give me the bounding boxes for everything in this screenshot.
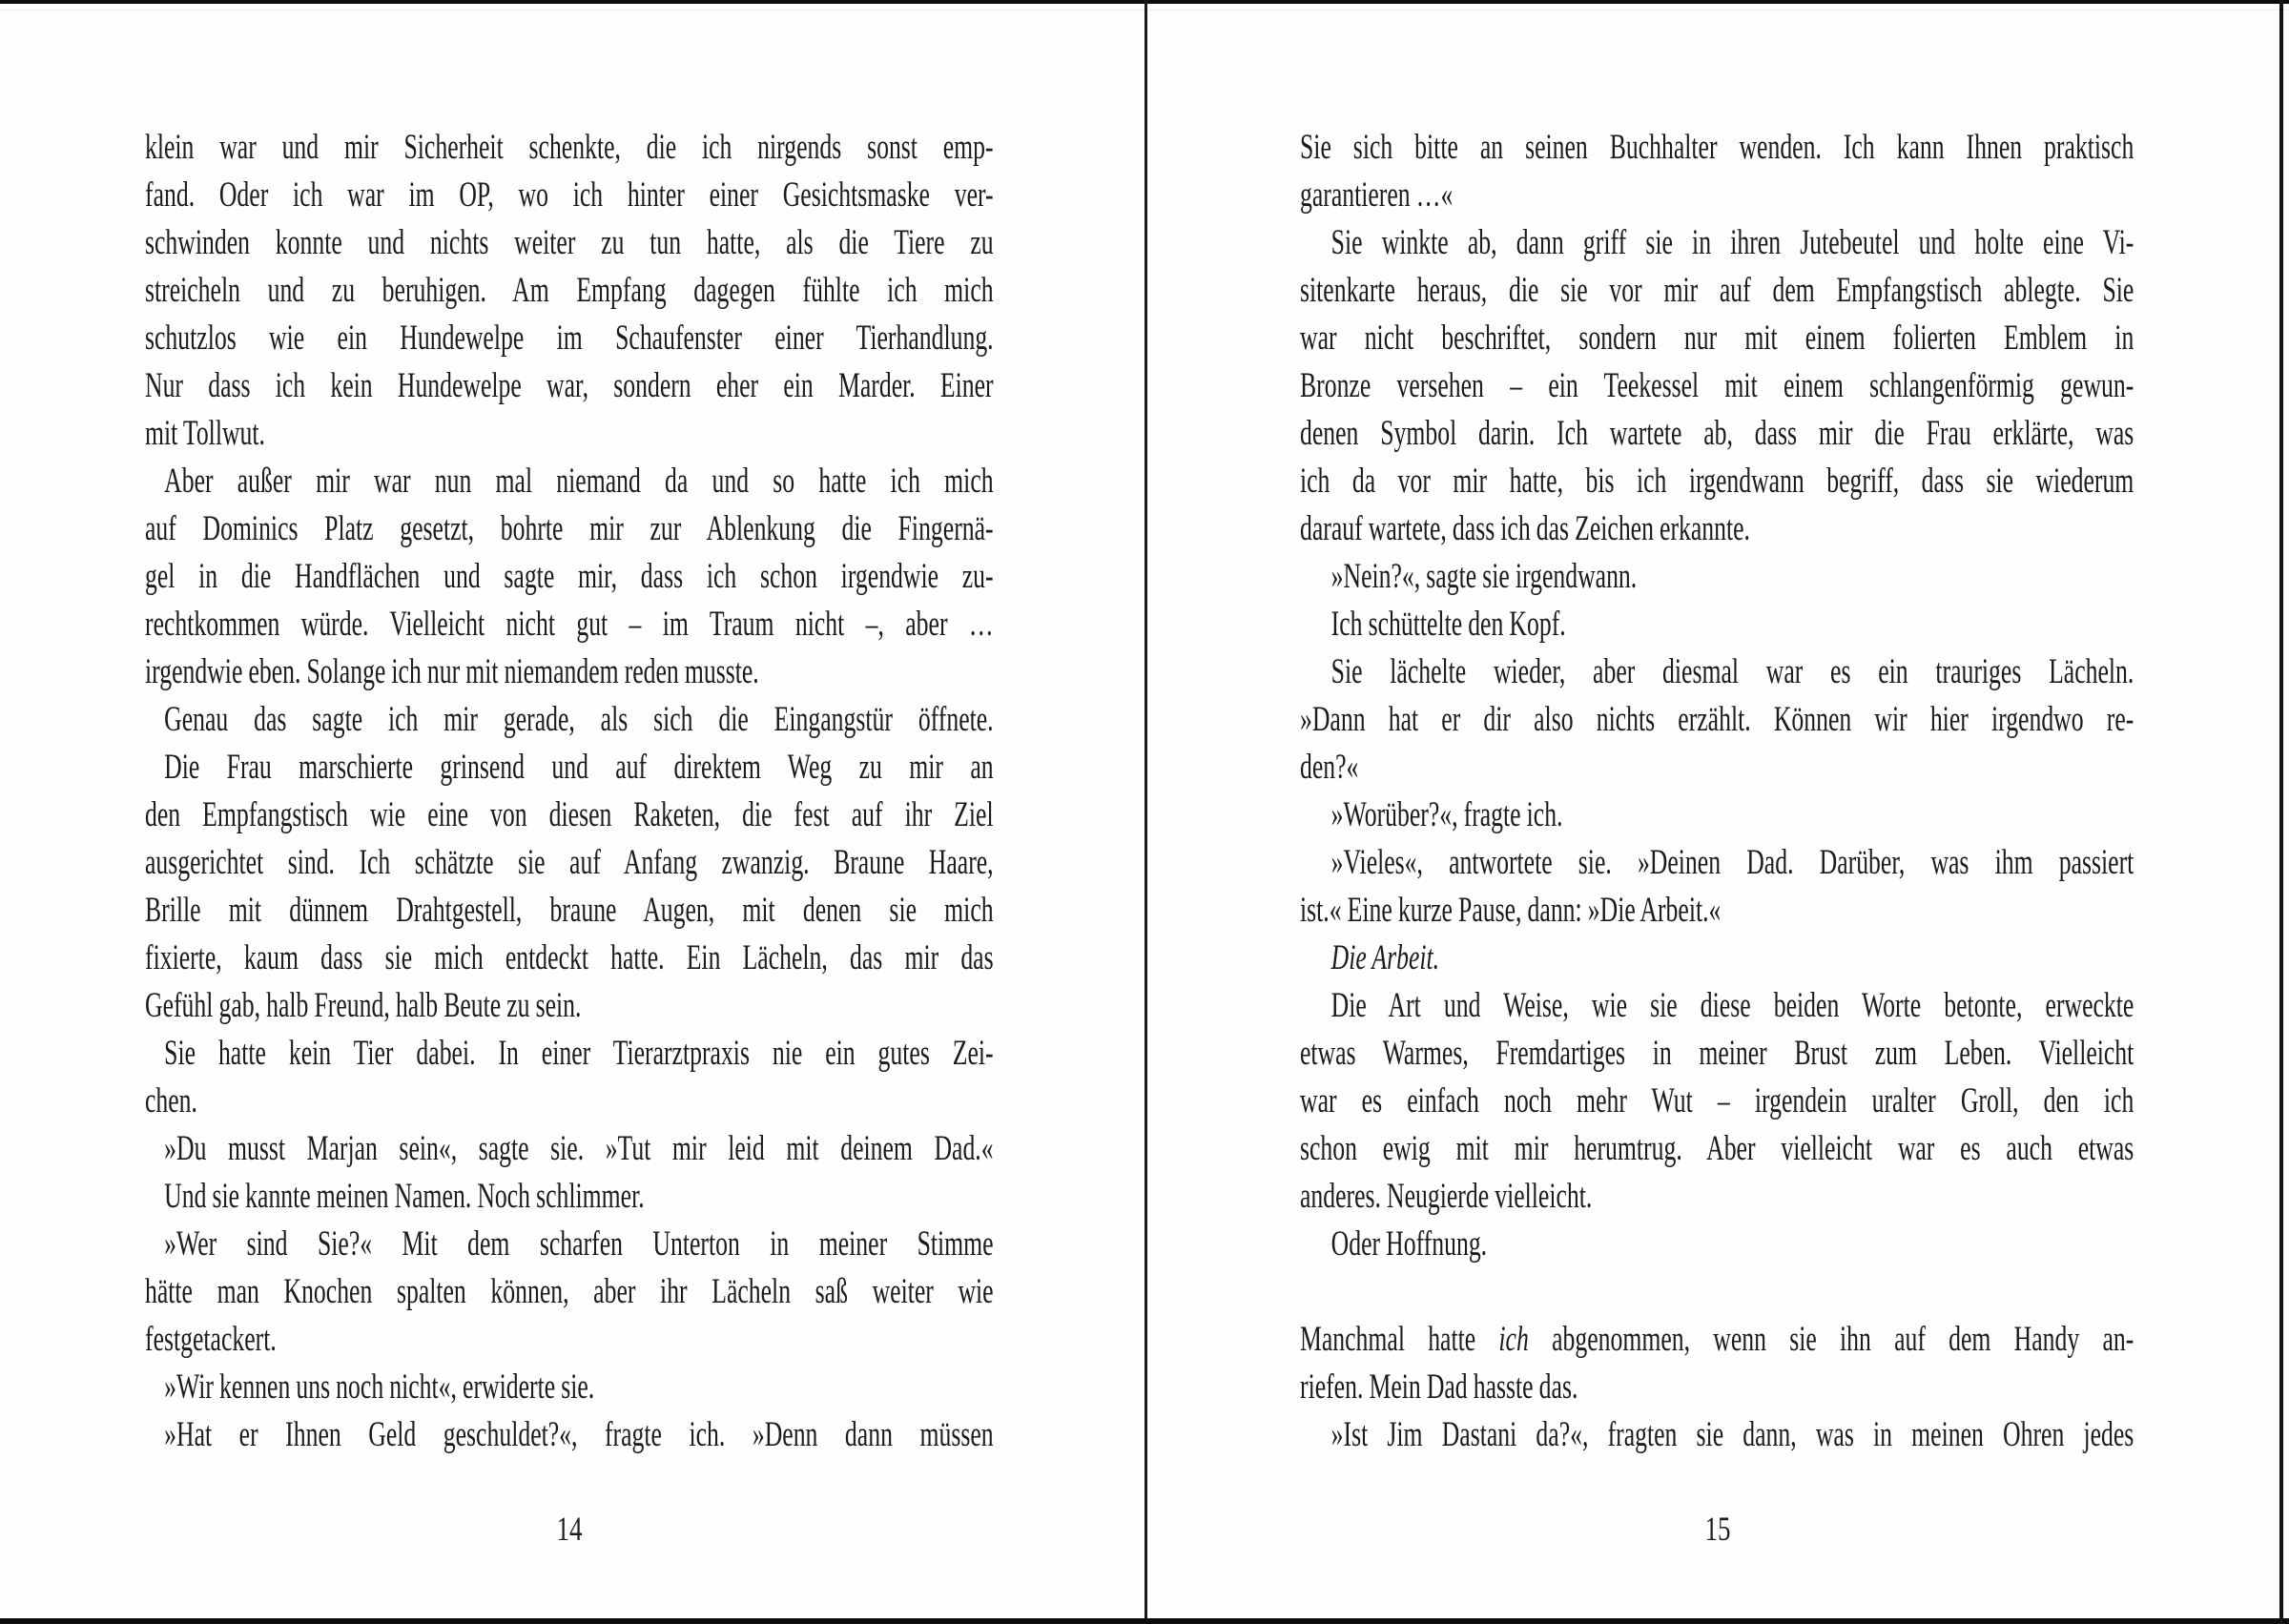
text-line: ausgerichtet sind. Ich schätzte sie auf Anfang zwanzig. Braune Haare, [145,843,994,882]
text-line: schon ewig mit mir herumtrug. Aber vielleicht war es auch etwas [1300,1129,2134,1168]
text-line: war nicht beschriftet, sondern nur mit einem folierten Emblem in [1300,319,2134,358]
page-number-label: 15 [1704,1510,1731,1548]
text-line: ist.« Eine kurze Pause, dann: »Die Arbeit.« [1300,891,1722,930]
text-line: Die Arbeit. [1330,938,1440,977]
text-line: »Ist Jim Dastani da?«, fragten sie dann, was in meinen Ohren jedes [1330,1415,2134,1454]
text-line: gel in die Handflächen und sagte mir, dass ich schon irgendwie zu- [145,557,994,596]
text-line: Brille mit dünnem Drahtgestell, braune Augen, mit denen sie mich [145,891,994,930]
text-line: etwas Warmes, Fremdartiges in meiner Brust zum Leben. Vielleicht [1300,1034,2134,1073]
text-line: Genau das sagte ich mir gerade, als sich die Eingangstür öffnete. [164,700,994,739]
text-line: fand. Oder ich war im OP, wo ich hinter einer Gesichtsmaske ver- [145,175,994,215]
text-line: rechtkommen würde. Vielleicht nicht gut – im Traum nicht –, aber … [145,605,994,644]
page-right-text-block [1300,124,2134,1459]
text-line: sitenkarte heraus, die sie vor mir auf dem Empfangstisch ablegte. Sie [1300,271,2134,310]
text-line: schwinden konnte und nichts weiter zu tun hatte, als die Tiere zu [145,223,994,262]
text-line: Die Frau marschierte grinsend und auf direktem Weg zu mir an [164,748,994,787]
text-line: Nur dass ich kein Hundewelpe war, sondern eher ein Marder. Einer [145,366,994,405]
text-line: streicheln und zu beruhigen. Am Empfang dagegen fühlte ich mich [145,271,994,310]
page-number-label: 14 [556,1510,583,1548]
text-line: »Dann hat er dir also nichts erzählt. Können wir hier irgendwo re- [1300,700,2134,739]
text-line: irgendwie eben. Solange ich nur mit niemandem reden musste. [145,652,759,691]
text-line: fixierte, kaum dass sie mich entdeckt hatte. Ein Lächeln, das mir das [145,938,994,977]
text-line: Und sie kannte meinen Namen. Noch schlimmer. [164,1177,645,1216]
book-page-right [1147,0,2289,1624]
text-line: festgetackert. [145,1320,277,1359]
text-line: riefen. Mein Dad hasste das. [1300,1367,1578,1407]
page-left-text-block [145,124,994,1459]
text-line: Ich schüttelte den Kopf. [1330,605,1566,644]
text-line: Gefühl gab, halb Freund, halb Beute zu sein. [145,986,582,1025]
text-line: denen Symbol darin. Ich wartete ab, dass mir die Frau erklärte, was [1300,414,2134,453]
scan-border-right [2279,0,2283,1624]
text-line: anderes. Neugierde vielleicht. [1300,1177,1593,1216]
text-line: »Vieles«, antwortete sie. »Deinen Dad. Darüber, was ihm passiert [1330,843,2134,882]
emphasized-text: ich [1498,1320,1529,1359]
text-line: »Hat er Ihnen Geld geschuldet?«, fragte ich. »Denn dann müssen [164,1415,994,1454]
text-line: ich da vor mir hatte, bis ich irgendwann begriff, dass sie wiederum [1300,462,2134,501]
text-line: garantieren …« [1300,175,1454,215]
text-line: Oder Hoffnung. [1330,1224,1488,1264]
page-left-number [145,1505,994,1552]
text-line: »Wir kennen uns noch nicht«, erwiderte sie. [164,1367,595,1407]
text-segment: abgenommen, wenn sie ihn auf dem Handy an- [1528,1320,2134,1359]
text-line: Sie hatte kein Tier dabei. In einer Tierarztpraxis nie ein gutes Zei- [164,1034,994,1073]
text-line: klein war und mir Sicherheit schenkte, die ich nirgends sonst emp- [145,128,994,167]
text-line: Bronze versehen – ein Teekessel mit einem schlangenförmig gewun- [1300,366,2134,405]
text-line: Sie winkte ab, dann griff sie in ihren Jutebeutel und holte eine Vi- [1330,223,2134,262]
text-line: auf Dominics Platz gesetzt, bohrte mir zur Ablenkung die Fingernä- [145,509,994,548]
blank-line [1300,1268,2134,1316]
text-line: Sie lächelte wieder, aber diesmal war es ein trauriges Lächeln. [1330,652,2134,691]
text-line: Sie sich bitte an seinen Buchhalter wenden. Ich kann Ihnen praktisch [1300,128,2134,167]
text-line: »Du musst Marjan sein«, sagte sie. »Tut mir leid mit deinem Dad.« [164,1129,994,1168]
text-line: Aber außer mir war nun mal niemand da und so hatte ich mich [164,462,994,501]
text-line: »Nein?«, sagte sie irgendwann. [1330,557,1638,596]
text-line: chen. [145,1081,197,1120]
page-right-number [1300,1505,2135,1552]
text-line: war es einfach noch mehr Wut – irgendein uralter Groll, den ich [1300,1081,2134,1120]
text-line: den?« [1300,748,1359,787]
text-line: darauf wartete, dass ich das Zeichen erkannte. [1300,509,1750,548]
text-line: hätte man Knochen spalten können, aber ihr Lächeln saß weiter wie [145,1272,994,1311]
text-line: schutzlos wie ein Hundewelpe im Schaufenster einer Tierhandlung. [145,319,994,358]
book-page-left [0,0,1144,1624]
scan-border-bottom [0,1618,2289,1624]
text-segment: Manchmal hatte [1300,1320,1499,1359]
text-line: den Empfangstisch wie eine von diesen Raketen, die fest auf ihr Ziel [145,795,994,834]
text-line [1300,1316,2134,1364]
text-line: »Worüber?«, fragte ich. [1330,795,1563,834]
text-line: Die Art und Weise, wie sie diese beiden Worte betonte, erweckte [1330,986,2134,1025]
text-line: »Wer sind Sie?« Mit dem scharfen Unterton in meiner Stimme [164,1224,994,1264]
text-line: mit Tollwut. [145,414,265,453]
